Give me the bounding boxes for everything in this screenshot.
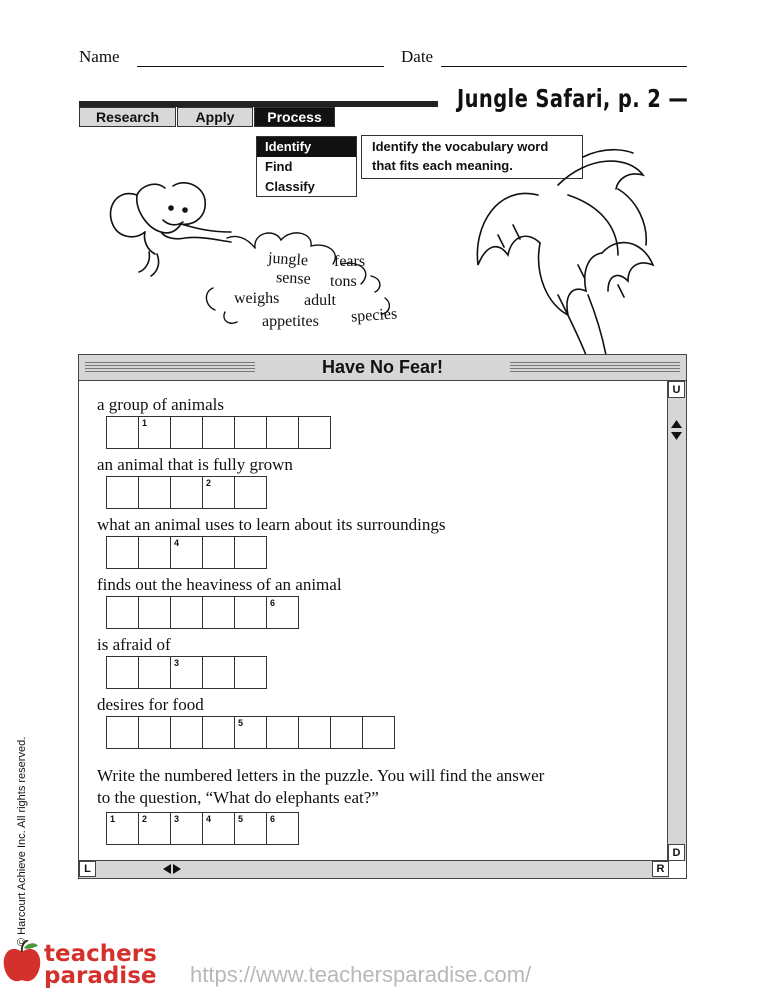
logo-line-2: paradise xyxy=(44,963,157,989)
letter-box[interactable] xyxy=(202,812,235,845)
letter-box[interactable] xyxy=(170,416,203,449)
menu-item-find[interactable]: Find xyxy=(265,159,293,174)
scroll-up-button[interactable]: U xyxy=(668,381,685,398)
titlebar-stripes-right xyxy=(510,360,680,374)
clue-text: an animal that is fully grown xyxy=(97,455,293,474)
scroll-down-button[interactable]: D xyxy=(668,844,685,861)
final-instructions xyxy=(97,765,544,809)
letter-box[interactable] xyxy=(202,596,235,629)
letter-box[interactable] xyxy=(202,716,235,749)
letter-box-number: 2 xyxy=(206,478,212,488)
letter-box[interactable] xyxy=(234,476,267,509)
letter-box-number: 5 xyxy=(238,814,244,824)
letter-box[interactable] xyxy=(138,596,171,629)
letter-box[interactable] xyxy=(138,716,171,749)
word-species: species xyxy=(350,305,398,326)
letter-box-number: 1 xyxy=(142,418,148,428)
letter-box[interactable] xyxy=(330,716,363,749)
letter-box[interactable] xyxy=(234,596,267,629)
name-label: Name xyxy=(79,47,120,66)
letter-box[interactable] xyxy=(170,476,203,509)
logo-line-1: teachers xyxy=(44,941,157,967)
letter-box[interactable] xyxy=(362,716,395,749)
final-answer-boxes[interactable] xyxy=(106,812,299,845)
letter-box-number: 2 xyxy=(142,814,148,824)
letter-box-number: 6 xyxy=(270,814,276,824)
apple-logo-icon xyxy=(2,940,42,984)
word-tons: tons xyxy=(330,273,357,290)
letter-box[interactable] xyxy=(202,656,235,689)
letter-box[interactable] xyxy=(202,476,235,509)
clue-text: a group of animals xyxy=(97,395,224,414)
letter-box[interactable] xyxy=(234,716,267,749)
letter-box[interactable] xyxy=(170,656,203,689)
letter-box[interactable] xyxy=(106,716,139,749)
letter-box[interactable] xyxy=(234,416,267,449)
clue-text: finds out the heaviness of an animal xyxy=(97,575,342,594)
menu-item-identify[interactable]: Identify xyxy=(257,137,356,157)
answer-boxes[interactable] xyxy=(106,596,299,629)
answer-boxes[interactable] xyxy=(106,716,395,749)
window-title: Have No Fear! xyxy=(321,357,444,377)
letter-box[interactable] xyxy=(138,416,171,449)
instructions-line-1: Identify the vocabulary word xyxy=(372,139,549,154)
clue-text: desires for food xyxy=(97,695,204,714)
letter-box[interactable] xyxy=(234,656,267,689)
letter-box-number: 5 xyxy=(238,718,244,728)
word-jungle: jungle xyxy=(267,249,309,270)
letter-box[interactable] xyxy=(138,536,171,569)
letter-box[interactable] xyxy=(202,416,235,449)
letter-box-number: 4 xyxy=(206,814,212,824)
scroll-left-button[interactable]: L xyxy=(79,861,96,877)
word-appetites: appetites xyxy=(262,313,319,330)
site-url[interactable]: https://www.teachersparadise.com/ xyxy=(190,962,532,987)
letter-box[interactable] xyxy=(170,596,203,629)
word-adult: adult xyxy=(304,292,336,309)
letter-box[interactable] xyxy=(106,812,139,845)
clue-text: is afraid of xyxy=(97,635,171,654)
letter-box[interactable] xyxy=(298,416,331,449)
date-label: Date xyxy=(401,47,434,66)
letter-box[interactable] xyxy=(234,536,267,569)
letter-box[interactable] xyxy=(106,476,139,509)
letter-box[interactable] xyxy=(266,716,299,749)
letter-box[interactable] xyxy=(266,812,299,845)
tab-research[interactable]: Research xyxy=(79,107,176,127)
letter-box[interactable] xyxy=(298,716,331,749)
answer-boxes[interactable] xyxy=(106,656,267,689)
vertical-scrollbar[interactable] xyxy=(667,381,686,861)
word-weighs: weighs xyxy=(234,290,280,307)
letter-box[interactable] xyxy=(106,656,139,689)
letter-box-number: 6 xyxy=(270,598,276,608)
letter-box[interactable] xyxy=(234,812,267,845)
scroll-thumb-arrows-icon[interactable] xyxy=(670,419,683,441)
logo-wordmark xyxy=(44,943,157,987)
scroll-thumb-arrows-horizontal-icon[interactable] xyxy=(162,863,182,875)
final-instructions-line-1: Write the numbered letters in the puzzle. You will find the answer xyxy=(97,766,545,785)
letter-box-number: 3 xyxy=(174,814,180,824)
final-instructions-line-2: to the question, “What do elephants eat?” xyxy=(97,788,379,807)
letter-box[interactable] xyxy=(106,536,139,569)
scroll-right-button[interactable]: R xyxy=(652,861,669,877)
horizontal-scrollbar[interactable] xyxy=(79,860,669,878)
letter-box[interactable] xyxy=(106,416,139,449)
date-line[interactable] xyxy=(441,66,687,67)
letter-box[interactable] xyxy=(170,812,203,845)
letter-box[interactable] xyxy=(266,596,299,629)
letter-box-number: 1 xyxy=(110,814,116,824)
letter-box[interactable] xyxy=(170,716,203,749)
letter-box-number: 4 xyxy=(174,538,180,548)
letter-box[interactable] xyxy=(138,656,171,689)
instructions-line-2: that fits each meaning. xyxy=(372,158,513,173)
tab-apply[interactable]: Apply xyxy=(177,107,253,127)
answer-boxes[interactable] xyxy=(106,536,267,569)
letter-box[interactable] xyxy=(202,536,235,569)
letter-box[interactable] xyxy=(266,416,299,449)
answer-boxes[interactable] xyxy=(106,476,267,509)
clue-text: what an animal uses to learn about its surroundings xyxy=(97,515,446,534)
letter-box[interactable] xyxy=(138,812,171,845)
menu-item-classify[interactable]: Classify xyxy=(265,179,315,194)
tab-process[interactable]: Process xyxy=(254,107,335,127)
word-fears: fears xyxy=(334,253,366,270)
name-line[interactable] xyxy=(137,66,384,67)
window-titlebar[interactable] xyxy=(79,355,686,381)
copyright-text: © Harcourt Achieve Inc. All rights reserved. xyxy=(16,736,28,946)
letter-box-number: 3 xyxy=(174,658,180,668)
word-sense: sense xyxy=(275,269,312,288)
letter-box[interactable] xyxy=(138,476,171,509)
letter-box[interactable] xyxy=(106,596,139,629)
letter-box[interactable] xyxy=(170,536,203,569)
palm-tree-illustration xyxy=(468,145,668,357)
page-title: Jungle Safari, p. 2 — xyxy=(457,84,689,113)
answer-boxes[interactable] xyxy=(106,416,331,449)
